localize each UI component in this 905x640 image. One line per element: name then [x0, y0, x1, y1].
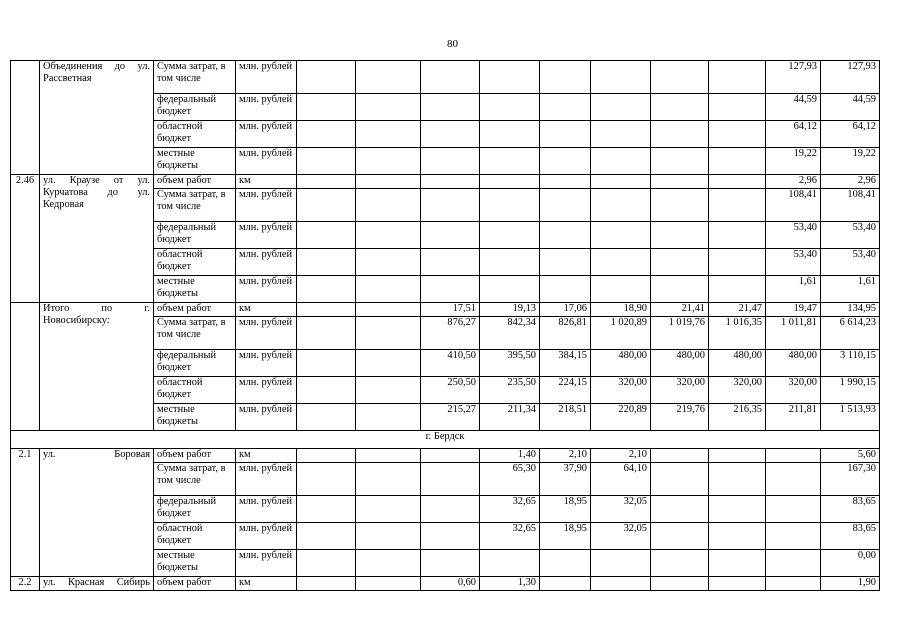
value-cell: 1,30	[480, 577, 540, 591]
unit-cell: км	[236, 303, 297, 317]
value-cell	[297, 121, 356, 148]
value-cell	[480, 249, 540, 276]
value-cell: 211,34	[480, 404, 540, 431]
value-cell: 108,41	[766, 189, 821, 222]
table-row	[11, 61, 880, 94]
indicator-cell: местные бюджеты	[154, 276, 236, 303]
value-cell	[356, 317, 421, 350]
budget-table	[10, 60, 880, 591]
total-cell: 19,22	[821, 148, 880, 175]
value-cell	[421, 94, 480, 121]
section-header: г. Бердск	[11, 431, 880, 449]
value-cell	[709, 121, 766, 148]
value-cell	[651, 175, 709, 189]
value-cell	[421, 121, 480, 148]
value-cell	[356, 550, 421, 577]
item-number: 2.2	[11, 577, 40, 591]
value-cell: 384,15	[540, 350, 591, 377]
indicator-cell: федеральный бюджет	[154, 496, 236, 523]
value-cell	[421, 463, 480, 496]
value-cell: 480,00	[709, 350, 766, 377]
value-cell: 410,50	[421, 350, 480, 377]
value-cell	[540, 249, 591, 276]
value-cell	[709, 222, 766, 249]
value-cell	[480, 121, 540, 148]
value-cell: 1 016,35	[709, 317, 766, 350]
item-name: Объединения до ул. Рассветная	[40, 61, 154, 175]
unit-cell: млн. рублей	[236, 94, 297, 121]
item-name: ул. Боровая	[40, 449, 154, 577]
value-cell: 21,47	[709, 303, 766, 317]
value-cell: 44,59	[766, 94, 821, 121]
value-cell	[480, 222, 540, 249]
value-cell	[356, 463, 421, 496]
value-cell	[591, 222, 651, 249]
value-cell: 218,51	[540, 404, 591, 431]
value-cell	[651, 249, 709, 276]
value-cell	[591, 61, 651, 94]
value-cell: 32,65	[480, 496, 540, 523]
value-cell: 320,00	[591, 377, 651, 404]
total-cell: 64,12	[821, 121, 880, 148]
indicator-cell: местные бюджеты	[154, 550, 236, 577]
value-cell	[297, 317, 356, 350]
value-cell	[297, 404, 356, 431]
value-cell: 215,27	[421, 404, 480, 431]
value-cell	[591, 577, 651, 591]
total-cell: 167,30	[821, 463, 880, 496]
unit-cell: млн. рублей	[236, 463, 297, 496]
value-cell	[709, 175, 766, 189]
value-cell	[709, 523, 766, 550]
value-cell	[297, 276, 356, 303]
value-cell	[540, 61, 591, 94]
unit-cell: млн. рублей	[236, 496, 297, 523]
table-row	[11, 449, 880, 463]
value-cell	[766, 496, 821, 523]
page-number: 80	[447, 38, 458, 50]
value-cell	[421, 61, 480, 94]
total-cell: 44,59	[821, 94, 880, 121]
value-cell	[356, 61, 421, 94]
unit-cell: млн. рублей	[236, 121, 297, 148]
value-cell	[709, 577, 766, 591]
value-cell: 842,34	[480, 317, 540, 350]
value-cell	[766, 449, 821, 463]
value-cell: 826,81	[540, 317, 591, 350]
value-cell	[651, 449, 709, 463]
unit-cell: млн. рублей	[236, 550, 297, 577]
value-cell: 250,50	[421, 377, 480, 404]
value-cell	[356, 94, 421, 121]
total-cell: 5,60	[821, 449, 880, 463]
value-cell: 480,00	[651, 350, 709, 377]
value-cell: 224,15	[540, 377, 591, 404]
unit-cell: км	[236, 175, 297, 189]
value-cell: 19,47	[766, 303, 821, 317]
value-cell: 65,30	[480, 463, 540, 496]
indicator-cell: Сумма затрат, в том числе	[154, 463, 236, 496]
value-cell: 17,06	[540, 303, 591, 317]
value-cell: 21,41	[651, 303, 709, 317]
total-cell: 134,95	[821, 303, 880, 317]
value-cell	[651, 496, 709, 523]
value-cell: 216,35	[709, 404, 766, 431]
value-cell	[591, 189, 651, 222]
value-cell	[356, 449, 421, 463]
value-cell: 2,10	[540, 449, 591, 463]
unit-cell: млн. рублей	[236, 276, 297, 303]
value-cell	[651, 463, 709, 496]
total-cell: 3 110,15	[821, 350, 880, 377]
total-cell: 1 513,93	[821, 404, 880, 431]
value-cell	[540, 175, 591, 189]
value-cell	[651, 577, 709, 591]
value-cell	[651, 523, 709, 550]
item-number: 2.46	[11, 175, 40, 303]
indicator-cell: объем работ	[154, 449, 236, 463]
unit-cell: млн. рублей	[236, 377, 297, 404]
value-cell	[297, 94, 356, 121]
value-cell	[766, 463, 821, 496]
value-cell: 1,61	[766, 276, 821, 303]
value-cell: 219,76	[651, 404, 709, 431]
item-name: Итого по г. Новосибирску:	[40, 303, 154, 431]
value-cell	[709, 189, 766, 222]
value-cell	[297, 189, 356, 222]
total-cell: 108,41	[821, 189, 880, 222]
value-cell: 32,65	[480, 523, 540, 550]
value-cell	[421, 148, 480, 175]
indicator-cell: федеральный бюджет	[154, 350, 236, 377]
value-cell	[651, 222, 709, 249]
value-cell	[540, 222, 591, 249]
value-cell	[709, 463, 766, 496]
value-cell: 32,05	[591, 523, 651, 550]
value-cell	[591, 550, 651, 577]
value-cell	[651, 61, 709, 94]
value-cell	[480, 175, 540, 189]
value-cell: 18,95	[540, 523, 591, 550]
value-cell	[421, 496, 480, 523]
indicator-cell: областной бюджет	[154, 377, 236, 404]
value-cell: 2,96	[766, 175, 821, 189]
table-row	[11, 303, 880, 317]
value-cell: 53,40	[766, 222, 821, 249]
value-cell	[297, 61, 356, 94]
value-cell	[356, 377, 421, 404]
value-cell	[540, 121, 591, 148]
indicator-cell: Сумма затрат, в том числе	[154, 317, 236, 350]
total-cell: 53,40	[821, 222, 880, 249]
value-cell	[651, 94, 709, 121]
value-cell	[540, 577, 591, 591]
unit-cell: млн. рублей	[236, 61, 297, 94]
unit-cell: млн. рублей	[236, 189, 297, 222]
indicator-cell: местные бюджеты	[154, 404, 236, 431]
value-cell	[356, 222, 421, 249]
value-cell	[421, 550, 480, 577]
value-cell	[480, 276, 540, 303]
total-cell: 83,65	[821, 496, 880, 523]
value-cell	[356, 303, 421, 317]
value-cell	[591, 94, 651, 121]
total-cell: 1,61	[821, 276, 880, 303]
value-cell: 1 020,89	[591, 317, 651, 350]
value-cell	[709, 496, 766, 523]
value-cell: 876,27	[421, 317, 480, 350]
value-cell	[709, 249, 766, 276]
indicator-cell: Сумма затрат, в том числе	[154, 61, 236, 94]
table-body	[11, 61, 880, 591]
value-cell	[709, 61, 766, 94]
indicator-cell: объем работ	[154, 175, 236, 189]
value-cell	[356, 523, 421, 550]
value-cell	[540, 189, 591, 222]
value-cell	[297, 523, 356, 550]
value-cell	[651, 276, 709, 303]
unit-cell: млн. рублей	[236, 249, 297, 276]
value-cell	[421, 175, 480, 189]
unit-cell: км	[236, 449, 297, 463]
value-cell	[297, 463, 356, 496]
indicator-cell: областной бюджет	[154, 523, 236, 550]
value-cell	[540, 148, 591, 175]
value-cell: 2,10	[591, 449, 651, 463]
value-cell: 64,10	[591, 463, 651, 496]
item-number: 2.1	[11, 449, 40, 577]
value-cell	[356, 249, 421, 276]
value-cell	[651, 189, 709, 222]
unit-cell: млн. рублей	[236, 404, 297, 431]
value-cell	[540, 550, 591, 577]
total-cell: 127,93	[821, 61, 880, 94]
value-cell	[480, 189, 540, 222]
value-cell	[356, 404, 421, 431]
value-cell	[421, 449, 480, 463]
total-cell: 1,90	[821, 577, 880, 591]
value-cell	[480, 61, 540, 94]
value-cell	[297, 303, 356, 317]
value-cell	[356, 276, 421, 303]
value-cell	[297, 550, 356, 577]
value-cell	[480, 94, 540, 121]
value-cell	[591, 249, 651, 276]
value-cell: 320,00	[709, 377, 766, 404]
indicator-cell: областной бюджет	[154, 121, 236, 148]
value-cell	[297, 449, 356, 463]
value-cell: 37,90	[540, 463, 591, 496]
value-cell	[591, 121, 651, 148]
value-cell	[766, 577, 821, 591]
unit-cell: млн. рублей	[236, 317, 297, 350]
value-cell	[651, 148, 709, 175]
value-cell: 1 011,81	[766, 317, 821, 350]
value-cell	[709, 94, 766, 121]
value-cell	[421, 523, 480, 550]
value-cell: 19,22	[766, 148, 821, 175]
value-cell	[297, 350, 356, 377]
value-cell	[356, 350, 421, 377]
value-cell	[591, 276, 651, 303]
item-name: ул. Краузе от ул. Курчатова до ул. Кедровая	[40, 175, 154, 303]
value-cell: 0,60	[421, 577, 480, 591]
value-cell	[297, 148, 356, 175]
value-cell: 395,50	[480, 350, 540, 377]
indicator-cell: федеральный бюджет	[154, 222, 236, 249]
value-cell	[591, 175, 651, 189]
value-cell	[540, 94, 591, 121]
value-cell: 211,81	[766, 404, 821, 431]
value-cell: 320,00	[766, 377, 821, 404]
value-cell: 235,50	[480, 377, 540, 404]
indicator-cell: объем работ	[154, 303, 236, 317]
value-cell: 1 019,76	[651, 317, 709, 350]
value-cell	[709, 148, 766, 175]
unit-cell: млн. рублей	[236, 523, 297, 550]
value-cell	[297, 577, 356, 591]
value-cell	[480, 550, 540, 577]
value-cell	[480, 148, 540, 175]
value-cell: 19,13	[480, 303, 540, 317]
item-number	[11, 61, 40, 175]
item-number	[11, 303, 40, 431]
total-cell: 0,00	[821, 550, 880, 577]
total-cell: 6 614,23	[821, 317, 880, 350]
value-cell	[356, 496, 421, 523]
value-cell: 480,00	[591, 350, 651, 377]
value-cell	[766, 550, 821, 577]
value-cell: 18,95	[540, 496, 591, 523]
table-row	[11, 175, 880, 189]
value-cell	[297, 496, 356, 523]
table-row	[11, 577, 880, 591]
total-cell: 53,40	[821, 249, 880, 276]
value-cell	[651, 121, 709, 148]
value-cell: 32,05	[591, 496, 651, 523]
indicator-cell: Сумма затрат, в том числе	[154, 189, 236, 222]
value-cell	[356, 189, 421, 222]
value-cell: 1,40	[480, 449, 540, 463]
value-cell	[540, 276, 591, 303]
value-cell	[421, 276, 480, 303]
indicator-cell: местные бюджеты	[154, 148, 236, 175]
value-cell: 53,40	[766, 249, 821, 276]
value-cell	[709, 449, 766, 463]
item-name: ул. Красная Сибирь	[40, 577, 154, 591]
value-cell	[591, 148, 651, 175]
unit-cell: млн. рублей	[236, 222, 297, 249]
value-cell	[297, 222, 356, 249]
value-cell	[297, 249, 356, 276]
value-cell	[356, 121, 421, 148]
value-cell	[356, 175, 421, 189]
section-header-row	[11, 431, 880, 449]
indicator-cell: областной бюджет	[154, 249, 236, 276]
indicator-cell: объем работ	[154, 577, 236, 591]
value-cell: 18,90	[591, 303, 651, 317]
value-cell: 320,00	[651, 377, 709, 404]
value-cell	[766, 523, 821, 550]
value-cell	[421, 249, 480, 276]
total-cell: 2,96	[821, 175, 880, 189]
value-cell: 480,00	[766, 350, 821, 377]
unit-cell: млн. рублей	[236, 350, 297, 377]
value-cell: 220,89	[591, 404, 651, 431]
value-cell: 17,51	[421, 303, 480, 317]
value-cell	[651, 550, 709, 577]
value-cell	[709, 550, 766, 577]
value-cell	[356, 148, 421, 175]
unit-cell: млн. рублей	[236, 148, 297, 175]
unit-cell: км	[236, 577, 297, 591]
value-cell: 127,93	[766, 61, 821, 94]
total-cell: 83,65	[821, 523, 880, 550]
total-cell: 1 990,15	[821, 377, 880, 404]
value-cell	[421, 189, 480, 222]
indicator-cell: федеральный бюджет	[154, 94, 236, 121]
value-cell	[709, 276, 766, 303]
value-cell	[356, 577, 421, 591]
value-cell	[297, 377, 356, 404]
value-cell	[421, 222, 480, 249]
value-cell	[297, 175, 356, 189]
value-cell: 64,12	[766, 121, 821, 148]
